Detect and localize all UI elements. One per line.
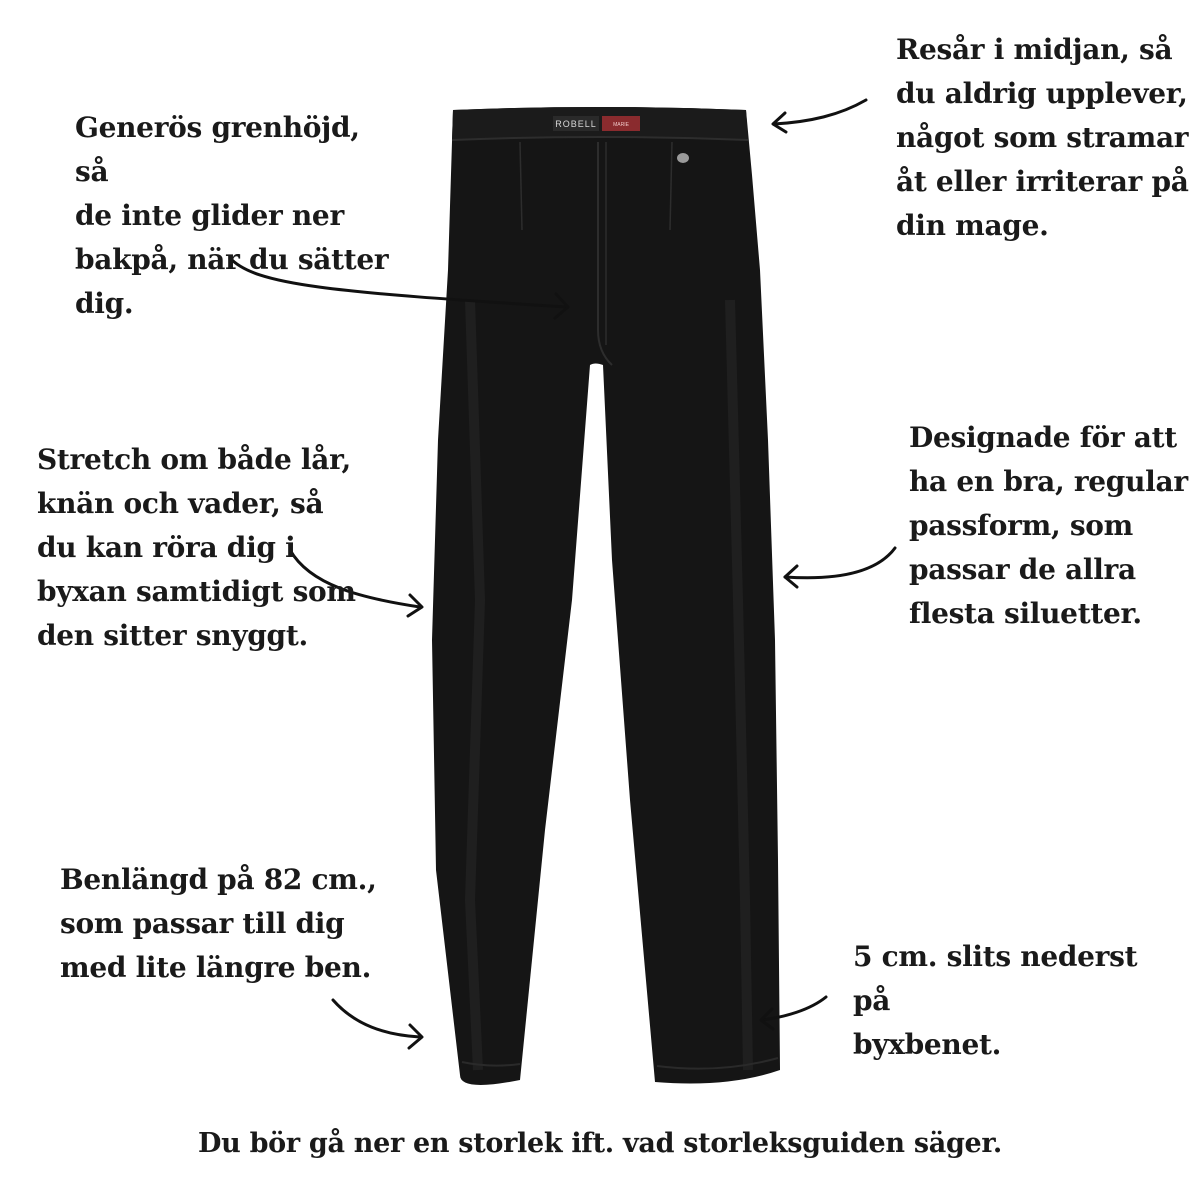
trousers-image xyxy=(432,107,780,1085)
annotation-crotch-height: Generös grenhöjd, så de inte glider ner bakpå, när du sätter dig. xyxy=(75,111,389,320)
arrow-fit xyxy=(785,548,895,587)
sizing-advice: Du bör gå ner en storlek ift. vad storleksguiden säger. xyxy=(198,1128,1002,1159)
size-tag-text: MARIE xyxy=(613,122,629,128)
arrow-length xyxy=(333,1000,422,1048)
annotation-stretch: Stretch om både lår, knän och vader, så du kan röra dig i byxan samtidigt som den sitter snyggt. xyxy=(37,443,356,652)
annotation-elastic-waist: Resår i midjan, så du aldrig upplever, något som stramar åt eller irriterar på din mage. xyxy=(896,33,1189,242)
annotation-hem-slit: 5 cm. slits nederst på byxbenet. xyxy=(853,940,1138,1061)
waistband xyxy=(452,107,748,140)
waist-button xyxy=(677,153,689,163)
arrow-waist xyxy=(773,100,866,132)
annotation-leg-length: Benlängd på 82 cm., som passar till dig med lite längre ben. xyxy=(60,863,377,984)
brand-label-text: ROBELL xyxy=(555,119,597,129)
annotation-regular-fit: Designade för att ha en bra, regular passform, som passar de allra flesta siluetter. xyxy=(909,421,1188,630)
